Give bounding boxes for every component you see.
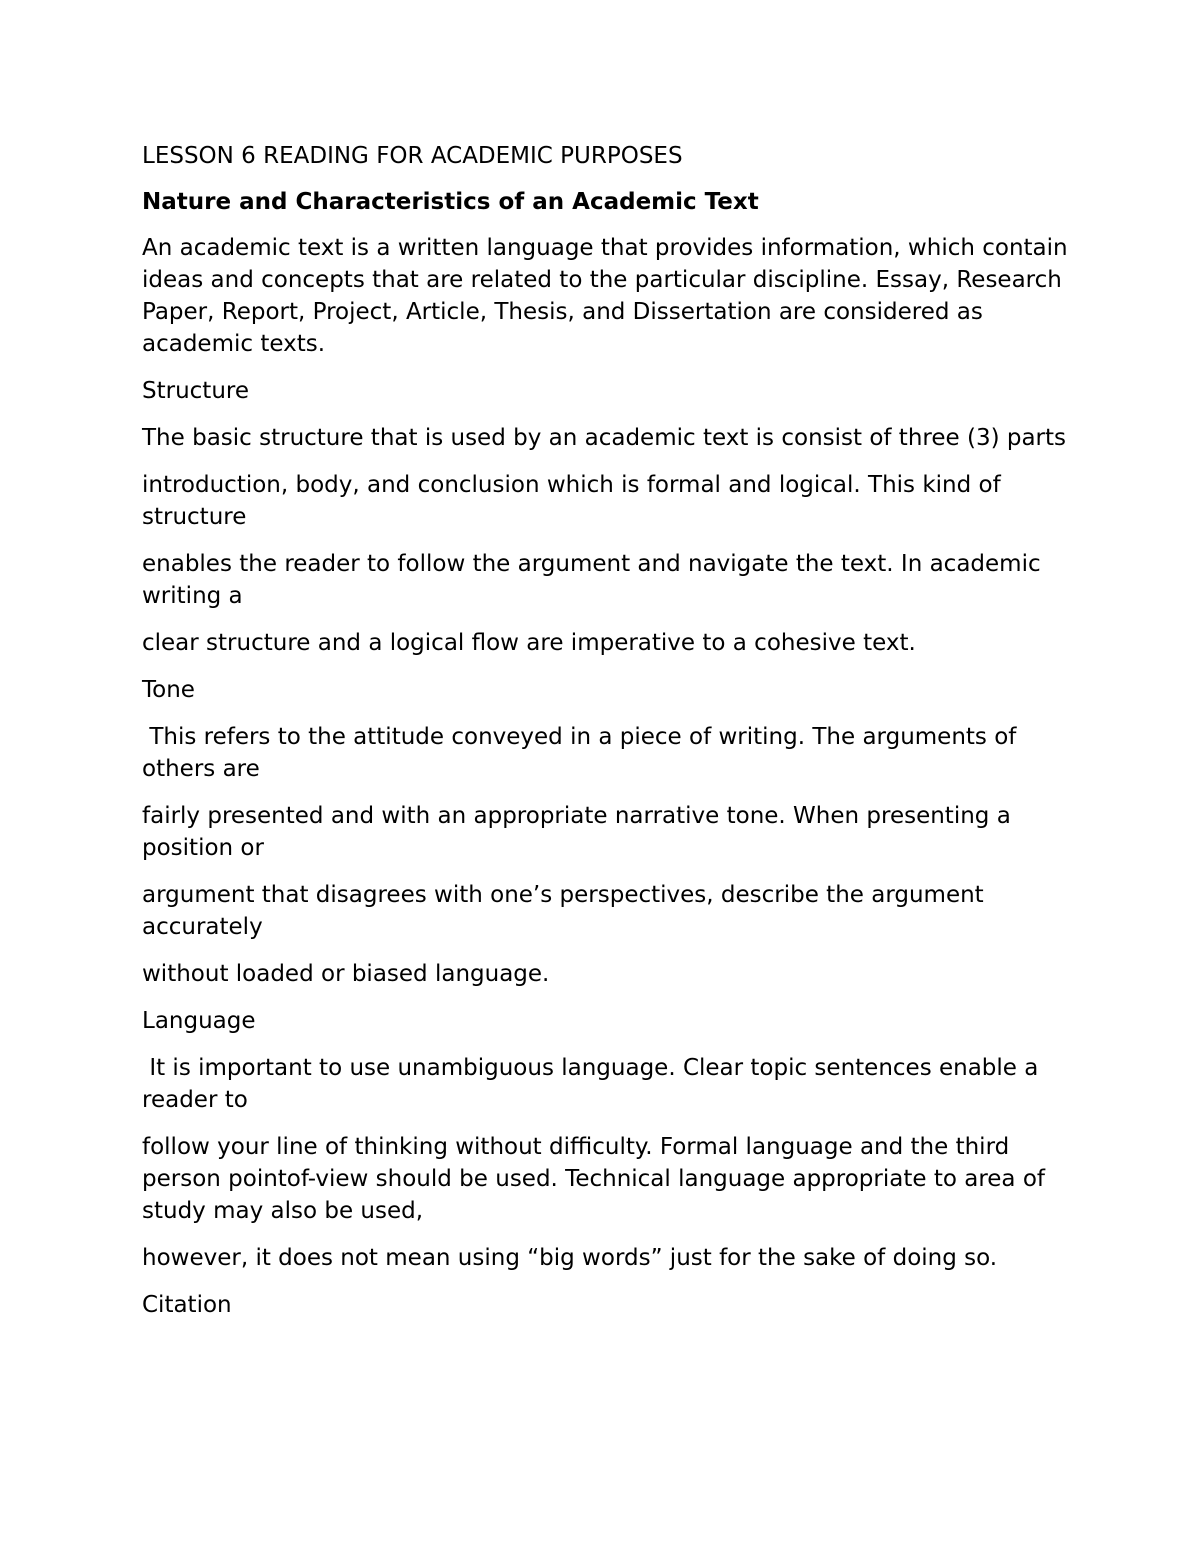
subheading-language: Language — [142, 1008, 256, 1034]
paragraph-structure-1: The basic structure that is used by an academic text is consist of three (3) parts — [142, 425, 1067, 451]
paragraph-tone-2: fairly presented and with an appropriate narrative tone. When presenting a position or — [142, 803, 1019, 861]
document-body — [142, 140, 1075, 1336]
paragraph-tone-3: argument that disagrees with one’s perspectives, describe the argument accurately — [142, 882, 992, 940]
paragraph-structure-4: clear structure and a logical flow are imperative to a cohesive text. — [142, 630, 916, 656]
paragraph-tone-1: This refers to the attitude conveyed in a piece of writing. The arguments of others are — [142, 724, 1024, 782]
paragraph-tone-4: without loaded or biased language. — [142, 961, 550, 987]
paragraph-language-1: It is important to use unambiguous language. Clear topic sentences enable a reader to — [142, 1055, 1046, 1113]
paragraph-structure-2: introduction, body, and conclusion which is formal and logical. This kind of structure — [142, 472, 1009, 530]
paragraph-structure-3: enables the reader to follow the argument and navigate the text. In academic writing a — [142, 551, 1048, 609]
section-heading: Nature and Characteristics of an Academic Text — [142, 189, 759, 215]
paragraph-language-3: however, it does not mean using “big words” just for the sake of doing so. — [142, 1245, 998, 1271]
paragraph-intro: An academic text is a written language that provides information, which contain ideas and concepts that are related to the particular discipline. Essay, Research Paper, Report, Project, Article, Thesis, and Dissertation are considered as academic texts. — [142, 235, 1075, 357]
subheading-tone: Tone — [142, 677, 195, 703]
subheading-citation: Citation — [142, 1292, 232, 1318]
lesson-title: LESSON 6 READING FOR ACADEMIC PURPOSES — [142, 143, 683, 169]
paragraph-language-2: follow your line of thinking without difficulty. Formal language and the third person pointof-view should be used. Technical language appropriate to area of study may also be used, — [142, 1134, 1053, 1224]
subheading-structure: Structure — [142, 378, 249, 404]
